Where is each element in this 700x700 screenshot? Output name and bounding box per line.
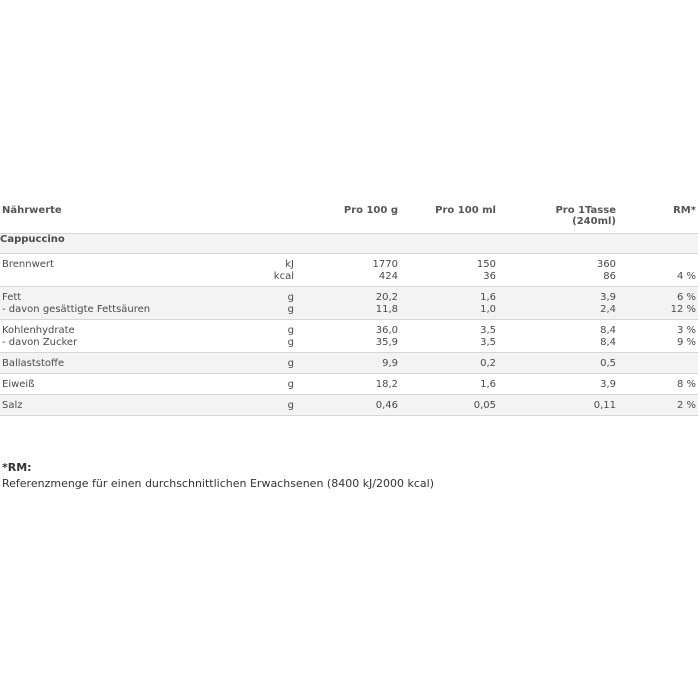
- reference-intake-cell: [618, 374, 698, 395]
- nutrition-table: [0, 205, 698, 416]
- value-per-cup: 0,5: [600, 358, 616, 369]
- value-per-100g: 0,46: [375, 400, 398, 411]
- table-row: [0, 353, 698, 374]
- value-per-cup-cell: [498, 254, 618, 287]
- value-per-100ml-cell: [400, 395, 498, 416]
- unit-cell: [213, 287, 296, 320]
- value-per-100ml: 0,05: [473, 400, 496, 411]
- reference-intake: 6 %: [676, 292, 696, 303]
- reference-intake-cell: [618, 287, 698, 320]
- header-unit: [213, 205, 296, 234]
- value-per-cup-cell: [498, 395, 618, 416]
- value-per-100g-cell: [296, 395, 400, 416]
- value-per-100ml-cell: [400, 374, 498, 395]
- unit: g: [287, 358, 294, 369]
- value-per-100g-cell: [296, 320, 400, 353]
- value-per-cup-cell: [498, 374, 618, 395]
- nutrient-name: - davon Zucker: [2, 337, 78, 348]
- value-per-cup-cell: [498, 320, 618, 353]
- unit: kcal: [273, 271, 294, 282]
- nutrient-name-cell: [0, 353, 213, 374]
- value-per-100g: 11,8: [375, 304, 398, 315]
- value-per-cup: 360: [596, 259, 616, 270]
- nutrient-name-cell: [0, 320, 213, 353]
- unit-cell: [213, 395, 296, 416]
- value-per-100g: 424: [378, 271, 398, 282]
- value-per-100g-cell: [296, 254, 400, 287]
- reference-intake: 2 %: [676, 400, 696, 411]
- value-per-100g: 1770: [372, 259, 398, 270]
- value-per-100g-cell: [296, 374, 400, 395]
- nutrient-name-cell: [0, 374, 213, 395]
- value-per-100g-cell: [296, 287, 400, 320]
- unit-cell: [213, 254, 296, 287]
- value-per-100ml: 1,6: [480, 379, 496, 390]
- table-row: [0, 287, 698, 320]
- value-per-cup: 8,4: [600, 325, 616, 336]
- value-per-100ml-cell: [400, 287, 498, 320]
- reference-intake: 12 %: [670, 304, 696, 315]
- value-per-100g: 35,9: [375, 337, 398, 348]
- table-row: [0, 320, 698, 353]
- table-row: [0, 374, 698, 395]
- value-per-100ml-cell: [400, 254, 498, 287]
- value-per-cup: 2,4: [600, 304, 616, 315]
- nutrient-name: - davon gesättigte Fettsäuren: [2, 304, 151, 315]
- value-per-100ml: 0,2: [480, 358, 496, 369]
- reference-intake-cell: [618, 353, 698, 374]
- value-per-cup: 3,9: [600, 379, 616, 390]
- value-per-cup: 0,11: [593, 400, 616, 411]
- unit-cell: [213, 353, 296, 374]
- value-per-100ml: 3,5: [480, 337, 496, 348]
- header-nutrients: Nährwerte: [0, 205, 213, 234]
- header-reference-intake: RM*: [618, 205, 698, 234]
- value-per-cup: 3,9: [600, 292, 616, 303]
- nutrient-name: Kohlenhydrate: [2, 325, 75, 336]
- reference-intake: 9 %: [676, 337, 696, 348]
- nutrient-name-cell: [0, 395, 213, 416]
- footnote-text: Referenzmenge für einen durchschnittlichen Erwachsenen (8400 kJ/2000 kcal): [2, 477, 435, 490]
- reference-intake-cell: [618, 395, 698, 416]
- reference-intake: [618, 259, 696, 271]
- unit-cell: [213, 374, 296, 395]
- value-per-100ml-cell: [400, 353, 498, 374]
- value-per-100ml: 150: [476, 259, 496, 270]
- table-header-row: [0, 205, 698, 234]
- section-row: [0, 234, 698, 254]
- nutrient-name: Ballaststoffe: [2, 358, 65, 369]
- header-per-100ml: Pro 100 ml: [400, 205, 498, 234]
- value-per-cup-cell: [498, 353, 618, 374]
- reference-intake: 3 %: [676, 325, 696, 336]
- header-per-cup: Pro 1Tasse (240ml): [498, 205, 618, 234]
- unit: g: [287, 379, 294, 390]
- unit: kJ: [285, 259, 294, 270]
- value-per-100ml: 1,6: [480, 292, 496, 303]
- value-per-cup-cell: [498, 287, 618, 320]
- nutrient-name: Eiweiß: [2, 379, 35, 390]
- value-per-100g: 36,0: [375, 325, 398, 336]
- nutrient-name-cell: [0, 254, 213, 287]
- nutrient-name: Brennwert: [2, 259, 54, 270]
- header-per-100g: Pro 100 g: [296, 205, 400, 234]
- nutrient-name-cell: [0, 287, 213, 320]
- value-per-100g: 20,2: [375, 292, 398, 303]
- reference-intake-cell: [618, 254, 698, 287]
- footnote-label: *RM:: [2, 461, 32, 474]
- table-row: [0, 395, 698, 416]
- unit-cell: [213, 320, 296, 353]
- table-row: [0, 254, 698, 287]
- value-per-100ml: 36: [483, 271, 496, 282]
- value-per-100ml: 3,5: [480, 325, 496, 336]
- reference-intake: [618, 358, 696, 370]
- value-per-cup: 8,4: [600, 337, 616, 348]
- value-per-100ml: 1,0: [480, 304, 496, 315]
- unit: g: [287, 304, 294, 315]
- nutrient-name: Salz: [2, 400, 23, 411]
- value-per-100ml-cell: [400, 320, 498, 353]
- footnote: [2, 460, 434, 492]
- reference-intake: 8 %: [676, 379, 696, 390]
- reference-intake: 4 %: [676, 271, 696, 282]
- reference-intake-cell: [618, 320, 698, 353]
- value-per-cup: 86: [603, 271, 616, 282]
- unit: g: [287, 400, 294, 411]
- unit: g: [287, 292, 294, 303]
- unit: g: [287, 337, 294, 348]
- section-title: Cappuccino: [0, 234, 698, 254]
- nutrient-name: Fett: [2, 292, 22, 303]
- value-per-100g-cell: [296, 353, 400, 374]
- unit: g: [287, 325, 294, 336]
- value-per-100g: 9,9: [382, 358, 398, 369]
- value-per-100g: 18,2: [375, 379, 398, 390]
